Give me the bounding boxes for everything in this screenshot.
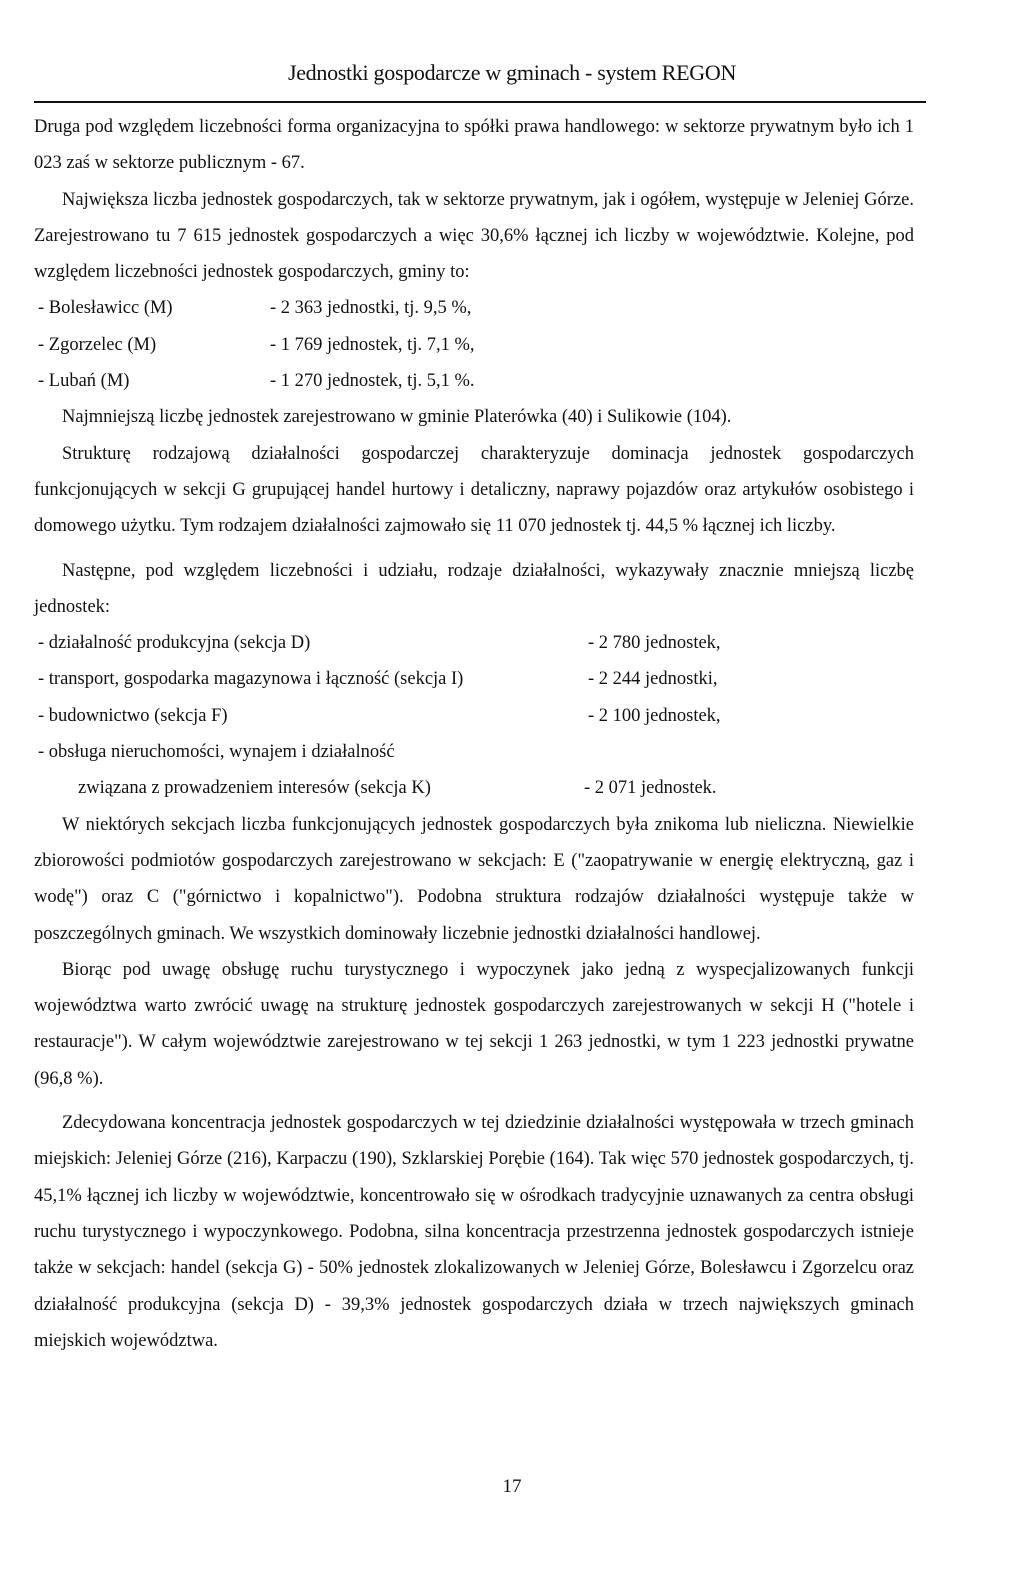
header-rule: [34, 101, 926, 103]
list-item-name: - transport, gospodarka magazynowa i łączność (sekcja I): [38, 669, 464, 690]
sekcje-list: [34, 625, 914, 806]
paragraph-minor-sections: W niektórych sekcjach liczba funkcjonujących jednostek gospodarczych była znikoma lub nieliczna. Niewielkie zbiorowości podmiotów gospodarczych zarejestrowano w sekcjach: E ("zaopatrywanie w energię elektryczną, gaz i wodę") oraz C ("górnictwo i kopalnictwo"). Podobna struktura rodzajów działalności występuje także w poszczególnych gminach. We wszystkich dominowały liczebnie jednostki działalności handlowej.: [34, 814, 914, 944]
list-item: [34, 290, 914, 326]
list-item: [34, 327, 914, 363]
paragraph-smallest-count: Najmniejszą liczbę jednostek zarejestrowano w gminie Platerówka (40) i Sulikowie (104).: [62, 407, 732, 428]
list-item: [34, 698, 914, 734]
list-item-value: - 2 100 jednostek,: [588, 705, 721, 726]
page-number: 17: [502, 1476, 522, 1497]
paragraph-concentration: Zdecydowana koncentracja jednostek gospodarczych w tej dziedzinie działalności występowała w trzech gminach miejskich: Jeleniej Górze (216), Karpaczu (190), Szklarskiej Porębie (164). Tak więc 570 jednostek gospodarczych, tj. 45,1% łącznej ich liczby w województwie, koncentrowało się w ośrodkach tradycyjnie uznawanych za centra obsługi ruchu turystycznego i wypoczynkowego. Podobna, silna koncentracja przestrzenna jednostek gospodarczych istnieje także w sekcjach: handel (sekcja G) - 50% jednostek zlokalizowanych w Jeleniej Górze, Bolesławcu i Zgorzelcu oraz działalność produkcyjna (sekcja D) - 39,3% jednostek gospodarczych działa w trzech największych gminach miejskich województwa.: [34, 1113, 914, 1351]
list-item-value: - 2 244 jednostki,: [588, 669, 718, 690]
list-item: [34, 770, 914, 806]
list-item-name: - budownictwo (sekcja F): [38, 705, 228, 726]
list-item-value: - 1 270 jednostek, tj. 5,1 %.: [270, 371, 475, 392]
list-item-name: - Zgorzelec (M): [38, 334, 157, 355]
paragraph-legal-forms: Druga pod względem liczebności forma organizacyjna to spółki prawa handlowego: w sektorze prywatnym było ich 1 023 zaś w sektorze publicznym - 67.: [34, 117, 914, 174]
list-item-value: - 1 769 jednostek, tj. 7,1 %,: [270, 334, 475, 355]
list-item-name: - Lubań (M): [38, 371, 130, 392]
list-item-name: - działalność produkcyjna (sekcja D): [38, 633, 311, 654]
gminy-list: [34, 290, 914, 399]
paragraph-next-sections: Następne, pod względem liczebności i udziału, rodzaje działalności, wykazywały znacznie mniejszą liczbę jednostek:: [34, 560, 914, 617]
document-body: [34, 109, 914, 1359]
running-header: Jednostki gospodarcze w gminach - system REGON: [287, 60, 737, 85]
list-item: [34, 363, 914, 399]
list-item-value: - 2 071 jednostek.: [584, 778, 717, 799]
list-item-value: - 2 780 jednostek,: [588, 633, 721, 654]
paragraph-largest-count: Największa liczba jednostek gospodarczych, tak w sektorze prywatnym, jak i ogółem, występuje w Jeleniej Górze. Zarejestrowano tu 7 615 jednostek gospodarczych a więc 30,6% łącznej ich liczby w województwie. Kolejne, pod względem liczebności jednostek gospodarczych, gminy to:: [34, 189, 914, 283]
list-item: [34, 661, 914, 697]
list-item-name: - Bolesławicc (M): [38, 298, 173, 319]
list-item-value: - 2 363 jednostki, tj. 9,5 %,: [270, 298, 472, 319]
list-item: [34, 625, 914, 661]
list-item-name: - obsługa nieruchomości, wynajem i działalność: [38, 742, 395, 763]
list-item: [34, 734, 914, 770]
paragraph-structure: Strukturę rodzajową działalności gospodarczej charakteryzuje dominacja jednostek gospodarczych funkcjonujących w sekcji G grupującej handel hurtowy i detaliczny, naprawy pojazdów oraz artykułów osobistego i domowego użytku. Tym rodzajem działalności zajmowało się 11 070 jednostek tj. 44,5 % łącznej ich liczby.: [34, 443, 914, 537]
paragraph-tourism: Biorąc pod uwagę obsługę ruchu turystycznego i wypoczynek jako jedną z wyspecjalizowanych funkcji województwa warto zwrócić uwagę na strukturę jednostek gospodarczych zarejestrowanych w sekcji H ("hotele i restauracje"). W całym województwie zarejestrowano w tej sekcji 1 263 jednostki, w tym 1 223 jednostki prywatne (96,8 %).: [34, 959, 914, 1089]
list-item-name: związana z prowadzeniem interesów (sekcja K): [78, 778, 431, 799]
